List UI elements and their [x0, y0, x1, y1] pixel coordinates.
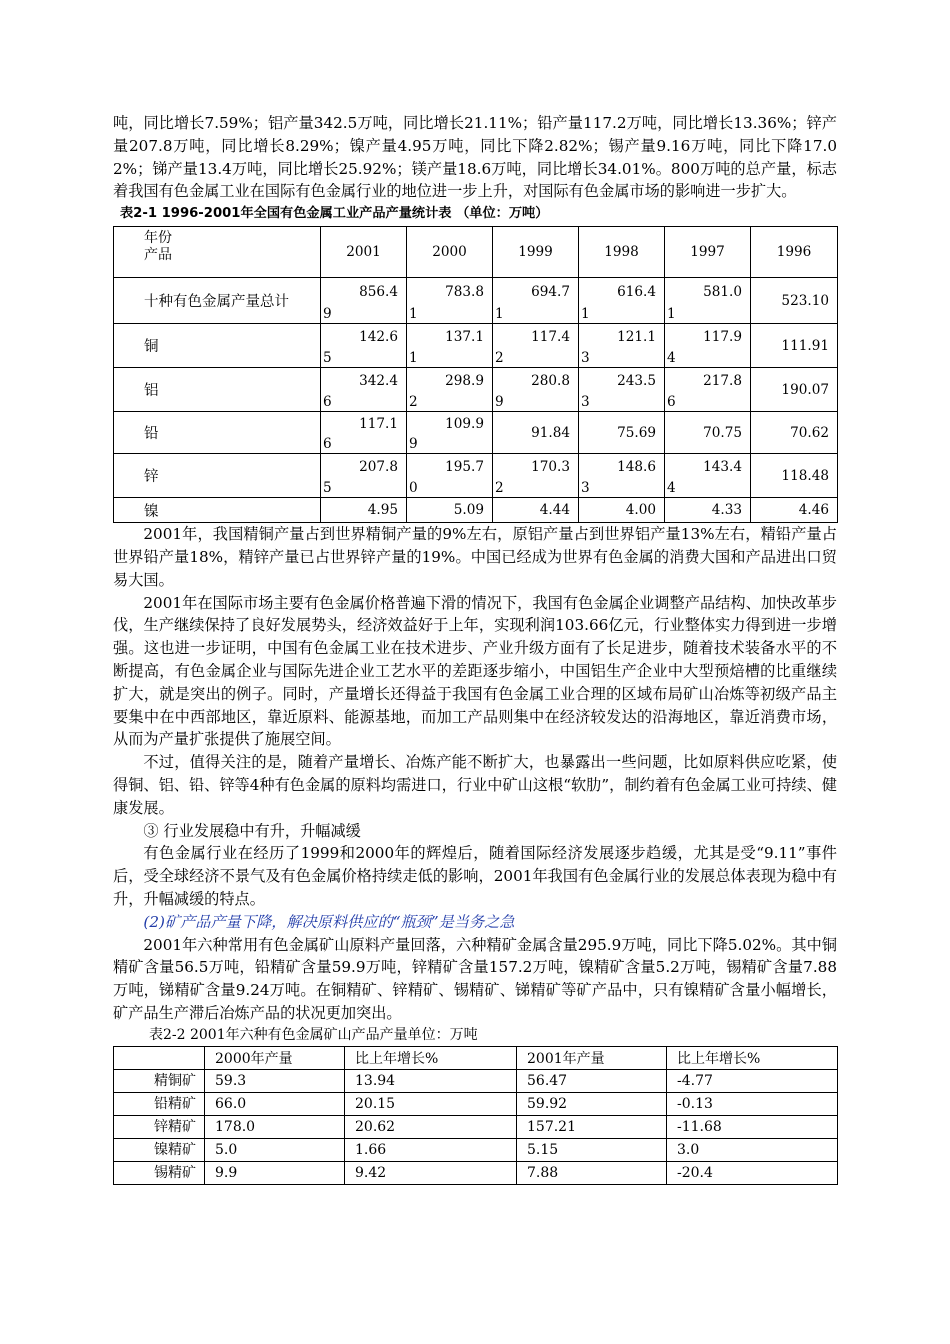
mineral-value: 1.66 [345, 1138, 517, 1161]
value-cell [493, 412, 579, 454]
value-cell [751, 278, 838, 324]
value-main: 4.00 [625, 502, 656, 519]
mineral-value: 66.0 [205, 1092, 345, 1115]
value-cell [407, 498, 493, 523]
value-main: 5.09 [453, 502, 484, 519]
year-header: 1998 [579, 227, 665, 278]
production-table-1996-2001 [113, 226, 838, 523]
corner-label-year: 年份 [144, 230, 172, 247]
document-page [113, 112, 837, 1185]
value-main: 75.69 [617, 424, 656, 441]
value-cell [751, 368, 838, 412]
value-main: 109.9 [445, 415, 484, 432]
mineral-value: 5.15 [517, 1138, 667, 1161]
value-cell [579, 498, 665, 523]
paragraph-mineral: 2001年六种常用有色金属矿山原料产量回落，六种精矿金属含量295.9万吨，同比下降5.02%。其中铜精矿含量56.5万吨，铅精矿含量59.9万吨，锌精矿含量157.2万吨，镍精矿含量5.2万吨，锡精矿含量7.88万吨，锑精矿含量9.24万吨。在铜精矿、锌精矿、锡精矿、锑精矿等矿产品中，只有镍精矿含量小幅增长，矿产品生产滞后冶炼产品的状况更加突出。 [113, 935, 837, 1022]
value-main: 298.9 [445, 372, 484, 389]
product-name: 镍 [114, 498, 321, 523]
value-cell [321, 454, 407, 498]
value-main: 111.91 [781, 337, 829, 354]
value-wrapped-digit: 1 [581, 306, 590, 323]
value-main: 143.4 [703, 458, 742, 475]
value-cell [665, 368, 751, 412]
value-wrapped-digit: 2 [495, 480, 504, 497]
mineral-value: -4.77 [667, 1069, 838, 1092]
year-header: 2000 [407, 227, 493, 278]
value-wrapped-digit: 5 [323, 350, 332, 367]
table2-row [114, 1161, 838, 1184]
value-wrapped-digit: 2 [495, 350, 504, 367]
section-heading-2: (2)矿产品产量下降，解决原料供应的“瓶颈”是当务之急 [143, 912, 515, 931]
value-main: 190.07 [781, 381, 829, 398]
mineral-value: 157.21 [517, 1115, 667, 1138]
table1-row [114, 412, 838, 454]
value-main: 91.84 [531, 424, 570, 441]
value-wrapped-digit: 5 [323, 480, 332, 497]
value-cell [751, 454, 838, 498]
mineral-value: 13.94 [345, 1069, 517, 1092]
mineral-value: 59.92 [517, 1092, 667, 1115]
value-main: 142.6 [359, 328, 398, 345]
value-cell [579, 324, 665, 368]
mineral-value: 9.42 [345, 1161, 517, 1184]
value-main: 4.46 [798, 502, 829, 519]
value-cell [321, 412, 407, 454]
value-wrapped-digit: 6 [323, 394, 332, 411]
table1-body [114, 278, 838, 523]
table2-row [114, 1069, 838, 1092]
value-cell [407, 324, 493, 368]
value-wrapped-digit: 9 [323, 306, 332, 323]
value-main: 4.33 [711, 502, 742, 519]
paragraph-profit: 2001年在国际市场主要有色金属价格普遍下滑的情况下，我国有色金属企业调整产品结构、加快改革步伐，生产继续保持了良好发展势头，经济效益好于上年，实现利润103.66亿元，行业整体实力得到进一步增强。这也进一步证明，中国有色金属工业在技术进步、产业升级方面有了长足进步，随着技术装备水平的不断提高，有色金属企业与国际先进企业工艺水平的差距逐步缩小，中国铝生产企业中大型预焙槽的比重继续扩大，就是突出的例子。同时，产量增长还得益于我国有色金属工业合理的区域布局矿山冶炼等初级产品主要集中在中西部地区，靠近原料、能源基地，而加工产品则集中在经济较发达的沿海地区，靠近消费市场，从而为产量扩张提供了施展空间。 [113, 593, 837, 749]
mineral-name: 精铜矿 [114, 1069, 205, 1092]
mineral-value: 7.88 [517, 1161, 667, 1184]
mineral-value: -20.4 [667, 1161, 838, 1184]
table2-header: 2001年产量 [517, 1046, 667, 1069]
section-heading-3: ③ 行业发展稳中有升，升幅减缓 [143, 821, 361, 840]
value-cell [321, 368, 407, 412]
value-main: 121.1 [617, 328, 656, 345]
value-cell [321, 324, 407, 368]
mineral-value: 178.0 [205, 1115, 345, 1138]
mineral-name: 锡精矿 [114, 1161, 205, 1184]
paragraph-world-share: 2001年，我国精铜产量占到世界精铜产量的9%左右，原铝产量占到世界铝产量13%左右，精铅产量占世界铅产量18%，精锌产量已占世界锌产量的19%。中国已经成为世界有色金属的消费大国和产品进出口贸易大国。 [113, 525, 837, 589]
value-cell [751, 324, 838, 368]
value-cell [493, 324, 579, 368]
value-main: 70.62 [790, 424, 829, 441]
value-wrapped-digit: 4 [667, 480, 676, 497]
value-wrapped-digit: 2 [409, 394, 418, 411]
value-main: 280.8 [531, 372, 570, 389]
value-main: 148.6 [617, 458, 656, 475]
value-cell [579, 412, 665, 454]
table1-header-row [114, 227, 838, 278]
value-main: 117.1 [359, 415, 398, 432]
value-cell [751, 412, 838, 454]
value-main: 117.4 [531, 328, 570, 345]
value-cell [579, 368, 665, 412]
value-cell [751, 498, 838, 523]
year-header: 2001 [321, 227, 407, 278]
value-main: 243.5 [617, 372, 656, 389]
value-main: 217.8 [703, 372, 742, 389]
mineral-production-table [113, 1046, 838, 1185]
value-cell [493, 368, 579, 412]
mineral-value: 20.15 [345, 1092, 517, 1115]
table1-caption: 表2-1 1996-2001年全国有色金属工业产品产量统计表 （单位：万吨） [120, 206, 549, 222]
value-cell [407, 278, 493, 324]
value-main: 342.4 [359, 372, 398, 389]
value-cell [407, 368, 493, 412]
table2-header-row [114, 1046, 838, 1069]
value-cell [665, 324, 751, 368]
value-wrapped-digit: 3 [581, 480, 590, 497]
product-name: 铅 [114, 412, 321, 454]
table1-row [114, 498, 838, 523]
value-main: 170.3 [531, 458, 570, 475]
value-main: 118.48 [781, 467, 829, 484]
value-wrapped-digit: 6 [667, 394, 676, 411]
mineral-value: 56.47 [517, 1069, 667, 1092]
value-wrapped-digit: 0 [409, 480, 418, 497]
value-wrapped-digit: 3 [581, 350, 590, 367]
mineral-value: 20.62 [345, 1115, 517, 1138]
value-cell [579, 454, 665, 498]
value-main: 207.8 [359, 458, 398, 475]
value-main: 4.44 [539, 502, 570, 519]
value-main: 694.7 [531, 283, 570, 300]
value-main: 137.1 [445, 328, 484, 345]
value-wrapped-digit: 3 [581, 394, 590, 411]
mineral-value: 9.9 [205, 1161, 345, 1184]
value-main: 783.8 [445, 283, 484, 300]
table2-caption: 表2-2 2001年六种有色金属矿山产品产量单位：万吨 [149, 1026, 478, 1043]
product-name: 铝 [114, 368, 321, 412]
value-cell [665, 412, 751, 454]
value-cell [493, 278, 579, 324]
paragraph-growth: 有色金属行业在经历了1999和2000年的辉煌后，随着国际经济发展逐步趋缓，尤其是受“9.11”事件后，受全球经济不景气及有色金属价格持续走低的影响，2001年我国有色金属行业的发展总体表现为稳中有升，升幅减缓的特点。 [113, 844, 837, 908]
value-cell [493, 498, 579, 523]
value-wrapped-digit: 9 [409, 436, 418, 453]
product-name: 锌 [114, 454, 321, 498]
table1-row [114, 278, 838, 324]
value-main: 70.75 [703, 424, 742, 441]
value-cell [665, 278, 751, 324]
value-cell [493, 454, 579, 498]
value-cell [579, 278, 665, 324]
value-cell [665, 454, 751, 498]
mineral-name: 铅精矿 [114, 1092, 205, 1115]
value-cell [321, 498, 407, 523]
table2-header [114, 1046, 205, 1069]
corner-label-product: 产品 [144, 247, 172, 264]
mineral-value: 5.0 [205, 1138, 345, 1161]
mineral-name: 锌精矿 [114, 1115, 205, 1138]
value-wrapped-digit: 9 [495, 394, 504, 411]
table1-corner-cell [114, 227, 321, 278]
value-wrapped-digit: 1 [495, 306, 504, 323]
mineral-value: -0.13 [667, 1092, 838, 1115]
table1-row [114, 454, 838, 498]
product-name: 十种有色金属产量总计 [114, 278, 321, 324]
value-main: 4.95 [367, 502, 398, 519]
mineral-value: -11.68 [667, 1115, 838, 1138]
paragraph-concerns: 不过，值得关注的是，随着产量增长、冶炼产能不断扩大，也暴露出一些问题，比如原料供应吃紧，使得铜、铝、铅、锌等4种有色金属的原料均需进口，行业中矿山这根“软肋”，制约着有色金属工业可持续、健康发展。 [113, 753, 837, 817]
value-wrapped-digit: 4 [667, 350, 676, 367]
table2-row [114, 1115, 838, 1138]
value-main: 616.4 [617, 283, 656, 300]
product-name: 铜 [114, 324, 321, 368]
value-main: 195.7 [445, 458, 484, 475]
value-wrapped-digit: 6 [323, 436, 332, 453]
table2-row [114, 1138, 838, 1161]
year-header: 1996 [751, 227, 838, 278]
table2-body [114, 1069, 838, 1184]
value-cell [407, 454, 493, 498]
value-wrapped-digit: 1 [409, 350, 418, 367]
value-wrapped-digit: 1 [409, 306, 418, 323]
mineral-value: 59.3 [205, 1069, 345, 1092]
year-header: 1999 [493, 227, 579, 278]
table1-row [114, 324, 838, 368]
mineral-name: 镍精矿 [114, 1138, 205, 1161]
value-cell [665, 498, 751, 523]
table2-header: 比上年增长% [345, 1046, 517, 1069]
table2-header: 2000年产量 [205, 1046, 345, 1069]
mineral-value: 3.0 [667, 1138, 838, 1161]
value-cell [407, 412, 493, 454]
year-header: 1997 [665, 227, 751, 278]
value-main: 523.10 [781, 292, 829, 309]
table2-header: 比上年增长% [667, 1046, 838, 1069]
value-main: 117.9 [703, 328, 742, 345]
value-cell [321, 278, 407, 324]
value-wrapped-digit: 1 [667, 306, 676, 323]
table1-row [114, 368, 838, 412]
paragraph-intro: 吨，同比增长7.59%；铝产量342.5万吨，同比增长21.11%；铅产量117.2万吨，同比增长13.36%；锌产量207.8万吨，同比增长8.29%；镍产量4.95万吨，同比下降2.82%；锡产量9.16万吨，同比下降17.02%；锑产量13.4万吨，同比增长25.92%；镁产量18.6万吨，同比增长34.01%。800万吨的总产量，标志着我国有色金属工业在国际有色金属行业的地位进一步上升，对国际有色金属市场的影响进一步扩大。 [113, 114, 837, 201]
table2-row [114, 1092, 838, 1115]
value-main: 581.0 [703, 283, 742, 300]
value-main: 856.4 [359, 283, 398, 300]
